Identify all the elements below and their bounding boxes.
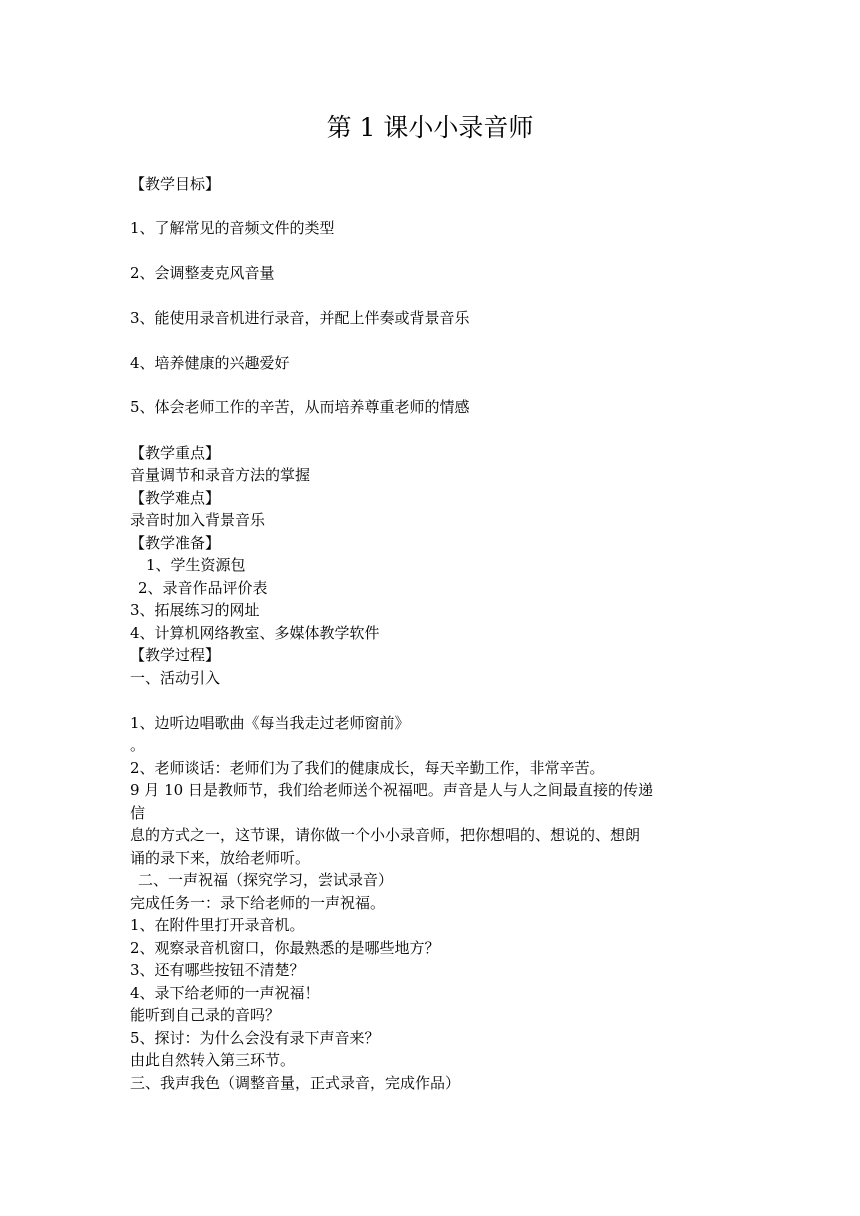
preparation-heading: 【教学准备】 [130, 534, 221, 552]
key-points-text: 音量调节和录音方法的掌握 [130, 466, 311, 484]
section-line: 。 [130, 736, 146, 754]
section-line: 4、录下给老师的一声祝福！ [130, 984, 320, 1002]
section-line: 9 月 10 日是教师节，我们给老师送个祝福吧。声音是人与人之间最直接的传递 [130, 781, 653, 799]
key-points-heading: 【教学重点】 [130, 444, 221, 462]
difficulties-text: 录音时加入背景音乐 [130, 511, 266, 529]
section-line: 1、在附件里打开录音机。 [130, 916, 305, 934]
objective-item: 4、培养健康的兴趣爱好 [130, 354, 290, 372]
preparation-item: 2、录音作品评价表 [138, 579, 268, 597]
preparation-item: 1、学生资源包 [146, 556, 246, 574]
section-line: 由此自然转入第三环节。 [130, 1051, 296, 1069]
objective-item: 5、体会老师工作的辛苦，从而培养尊重老师的情感 [130, 398, 470, 416]
section-line: 2、老师谈话：老师们为了我们的健康成长，每天辛勤工作，非常辛苦。 [130, 759, 605, 777]
objective-item: 2、会调整麦克风音量 [130, 264, 275, 282]
objective-item: 1、了解常见的音频文件的类型 [130, 219, 335, 237]
section-title: 三、我声我色（调整音量，正式录音，完成作品） [130, 1074, 461, 1092]
objectives-heading: 【教学目标】 [130, 175, 221, 193]
section-line: 5、探讨：为什么会没有录下声音来？ [130, 1029, 380, 1047]
section-title: 一、活动引入 [130, 669, 221, 687]
difficulties-heading: 【教学难点】 [130, 489, 221, 507]
section-line: 诵的录下来，放给老师听。 [130, 849, 311, 867]
section-title: 二、一声祝福（探究学习，尝试录音） [138, 871, 394, 889]
section-line: 完成任务一：录下给老师的一声祝福。 [130, 894, 386, 912]
page-title: 第 1 课小小录音师 [326, 113, 534, 142]
section-line: 3、还有哪些按钮不清楚？ [130, 961, 305, 979]
section-line: 信 [130, 804, 146, 822]
preparation-item: 3、拓展练习的网址 [130, 601, 260, 619]
section-line: 1、边听边唱歌曲《每当我走过老师窗前》 [130, 714, 410, 732]
section-line: 2、观察录音机窗口，你最熟悉的是哪些地方？ [130, 939, 440, 957]
process-heading: 【教学过程】 [130, 646, 221, 664]
preparation-item: 4、计算机网络教室、多媒体教学软件 [130, 624, 380, 642]
section-line: 息的方式之一，这节课，请你做一个小小录音师，把你想唱的、想说的、想朗 [130, 826, 641, 844]
objective-item: 3、能使用录音机进行录音，并配上伴奏或背景音乐 [130, 309, 470, 327]
section-line: 能听到自己录的音吗？ [130, 1006, 281, 1024]
